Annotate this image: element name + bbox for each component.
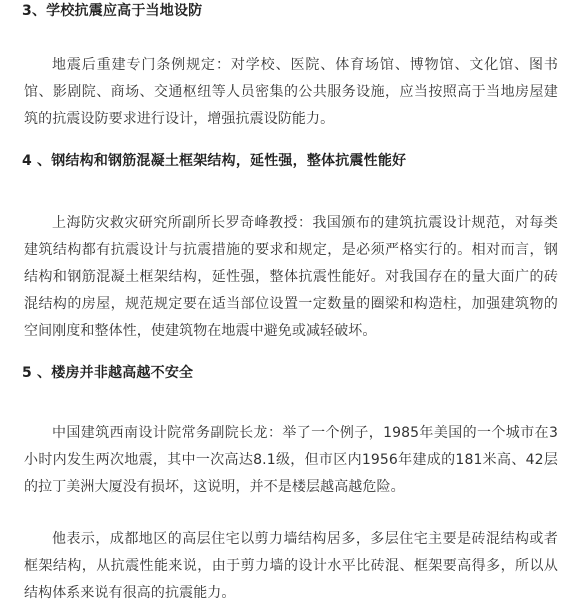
section-paragraph: 中国建筑西南设计院常务副院长龙：举了一个例子，1985年美国的一个城市在3小时内发生两次地震，其中一次高达8.1级，但市区内1956年建成的181米高、42层的拉丁美洲大厦没有损坏，这说明，并不是楼层越高越危险。 xyxy=(24,425,558,495)
section-paragraph: 地震后重建专门条例规定：对学校、医院、体育场馆、博物馆、文化馆、图书馆、影剧院、商场、交通枢纽等人员密集的公共服务设施，应当按照高于当地房屋建筑的抗震设防要求进行设计，增强抗震设防能力。 xyxy=(24,57,558,127)
section-heading: 4 、钢结构和钢筋混凝土框架结构，延性强，整体抗震性能好 xyxy=(22,153,407,169)
section-paragraph: 他表示，成都地区的高层住宅以剪力墙结构居多，多层住宅主要是砖混结构或者框架结构，从抗震性能来说，由于剪力墙的设计水平比砖混、框架要高得多，所以从结构体系来说有很高的抗震能力。 xyxy=(24,531,558,601)
section-heading: 3、学校抗震应高于当地设防 xyxy=(22,3,203,19)
section-heading: 5 、楼房并非越高越不安全 xyxy=(22,365,194,381)
section-paragraph: 上海防灾救灾研究所副所长罗奇峰教授：我国颁布的建筑抗震设计规范，对每类建筑结构都有抗震设计与抗震措施的要求和规定，是必须严格实行的。相对而言，钢结构和钢筋混凝土框架结构，延性强，整体抗震性能好。对我国存在的量大面广的砖混结构的房屋，规范规定要在适当部位设置一定数量的圈梁和构造柱，加强建筑物的空间刚度和整体性，使建筑物在地震中避免或减轻破坏。 xyxy=(24,215,558,339)
